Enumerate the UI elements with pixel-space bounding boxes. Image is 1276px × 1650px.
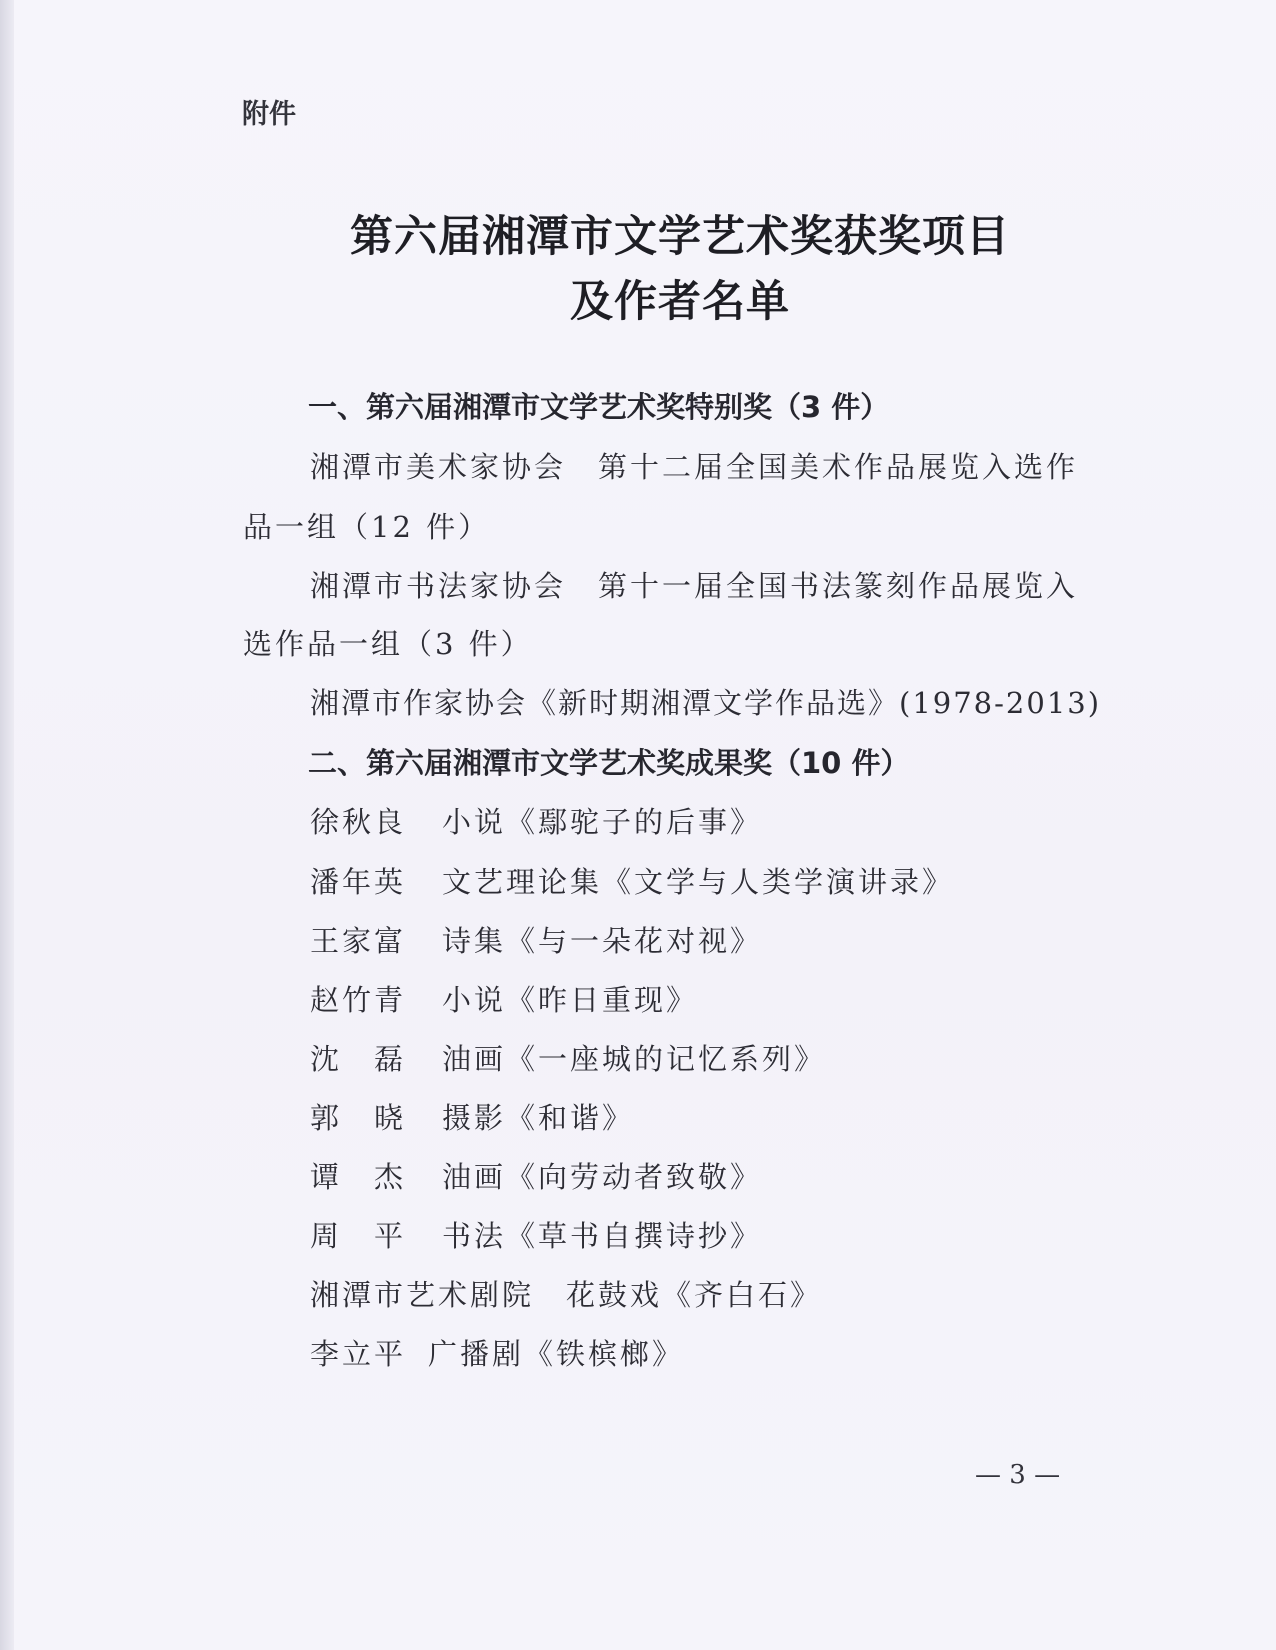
work-title: 摄影《和谐》 — [442, 1101, 635, 1135]
work-title: 花鼓戏《齐白石》 — [566, 1278, 823, 1312]
special-award-entry-2-line-2: 选作品一组（3 件） — [243, 627, 533, 661]
section-1-heading: 一、第六届湘潭市文学艺术奖特别奖（3 件） — [308, 390, 890, 424]
author-name: 徐秋良 — [310, 805, 407, 839]
work-title: 书法《草书自撰诗抄》 — [442, 1219, 763, 1253]
section-2-heading: 二、第六届湘潭市文学艺术奖成果奖（10 件） — [308, 746, 910, 780]
author-name: 郭 晓 — [310, 1101, 407, 1135]
special-award-entry-2-line-1: 湘潭市书法家协会 第十一届全国书法篆刻作品展览入 — [310, 569, 1079, 603]
scan-left-edge — [0, 0, 14, 1650]
attachment-label: 附件 — [242, 99, 296, 130]
work-title: 文艺理论集《文学与人类学演讲录》 — [442, 865, 955, 899]
achievement-award-entry — [310, 1037, 826, 1078]
achievement-award-entry — [310, 1214, 762, 1255]
author-name: 周 平 — [310, 1219, 407, 1253]
document-title-line-2: 及作者名单 — [570, 277, 790, 327]
page-number: — 3 — — [975, 1460, 1061, 1490]
author-name: 王家富 — [310, 924, 407, 958]
author-name: 谭 杰 — [310, 1160, 407, 1194]
author-name: 李立平 — [310, 1337, 407, 1371]
achievement-award-entry — [310, 800, 762, 841]
author-name: 沈 磊 — [310, 1042, 407, 1076]
document-title-line-1: 第六届湘潭市文学艺术奖获奖项目 — [350, 212, 1010, 262]
special-award-entry-1-line-2: 品一组（12 件） — [243, 510, 491, 544]
achievement-award-entry — [310, 860, 954, 901]
work-title: 油画《一座城的记忆系列》 — [442, 1042, 827, 1076]
work-title: 小说《昨日重现》 — [442, 983, 699, 1017]
work-title: 小说《鄢驼子的后事》 — [442, 805, 763, 839]
special-award-entry-3: 湘潭市作家协会《新时期湘潭文学作品选》(1978-2013) — [310, 686, 1102, 720]
achievement-award-entry — [310, 919, 762, 960]
work-title: 诗集《与一朵花对视》 — [442, 924, 763, 958]
work-title: 广播剧《铁槟榔》 — [428, 1337, 685, 1371]
author-name: 赵竹青 — [310, 983, 407, 1017]
author-name: 湘潭市艺术剧院 — [310, 1278, 535, 1312]
achievement-award-entry — [310, 978, 698, 1019]
achievement-award-entry — [310, 1273, 822, 1314]
achievement-award-entry — [310, 1096, 634, 1137]
work-title: 油画《向劳动者致敬》 — [442, 1160, 763, 1194]
author-name: 潘年英 — [310, 865, 407, 899]
achievement-award-entry — [310, 1332, 684, 1373]
name-work-gap — [534, 1278, 566, 1312]
achievement-award-entry — [310, 1155, 762, 1196]
special-award-entry-1-line-1: 湘潭市美术家协会 第十二届全国美术作品展览入选作 — [310, 450, 1079, 484]
